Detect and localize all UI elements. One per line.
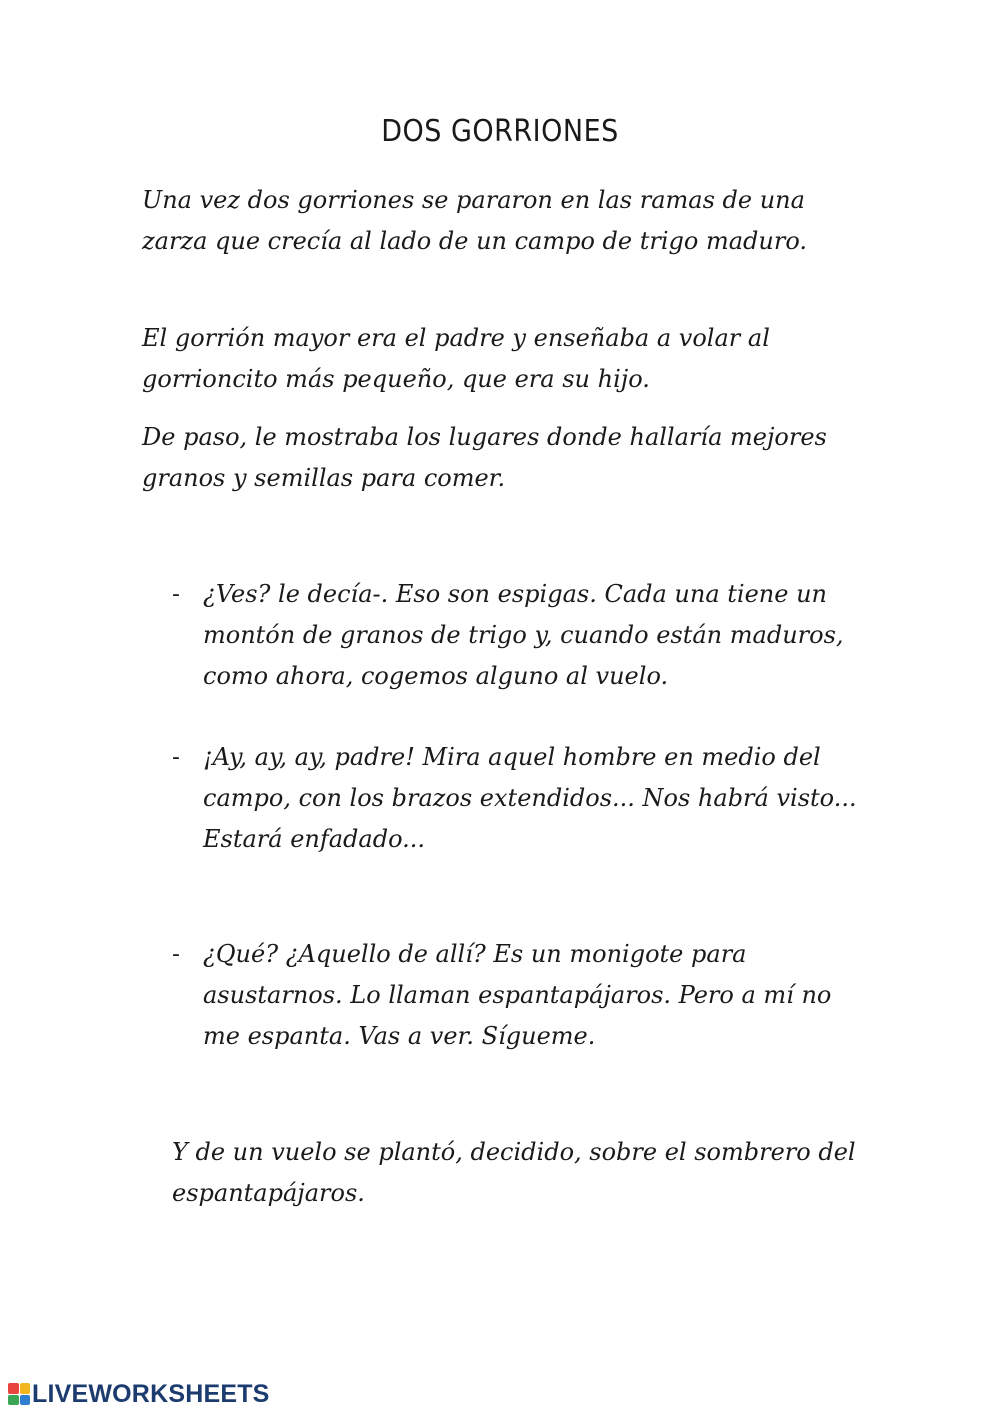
liveworksheets-logo[interactable]: [8, 1380, 270, 1408]
dialogue-dash: -: [172, 942, 180, 967]
logo-square-green: [8, 1395, 19, 1406]
dialogue-text: ¡Ay, ay, ay, padre! Mira aquel hombre en medio del campo, con los brazos extendidos... Nos habrá visto... Estará enfadado...: [203, 743, 857, 853]
liveworksheets-wordmark: LIVEWORKSHEETS: [32, 1380, 270, 1408]
logo-square-red: [8, 1383, 19, 1394]
story-paragraph-2: El gorrión mayor era el padre y enseñaba a volar al gorrioncito más pequeño, que era su hijo.: [142, 324, 770, 393]
dialogue-text: ¿Ves? le decía-. Eso son espigas. Cada una tiene un montón de granos de trigo y, cuando están maduros, como ahora, cogemos alguno al vuelo.: [203, 580, 844, 690]
liveworksheets-logo-icon: [8, 1383, 30, 1405]
story-paragraph-3: De paso, le mostraba los lugares donde hallaría mejores granos y semillas para comer.: [142, 423, 827, 492]
story-paragraph-1: Una vez dos gorriones se pararon en las ramas de una zarza que crecía al lado de un campo de trigo maduro.: [142, 186, 808, 255]
logo-square-blue: [20, 1395, 31, 1406]
dialogue-dash: -: [172, 582, 180, 607]
page-title: DOS GORRIONES: [381, 114, 619, 149]
dialogue-dash: -: [172, 745, 180, 770]
dialogue-text: ¿Qué? ¿Aquello de allí? Es un monigote para asustarnos. Lo llaman espantapájaros. Pero a mí no me espanta. Vas a ver. Sígueme.: [203, 940, 832, 1050]
logo-square-yellow: [20, 1383, 31, 1394]
story-closing-paragraph: Y de un vuelo se plantó, decidido, sobre el sombrero del espantapájaros.: [172, 1138, 856, 1207]
